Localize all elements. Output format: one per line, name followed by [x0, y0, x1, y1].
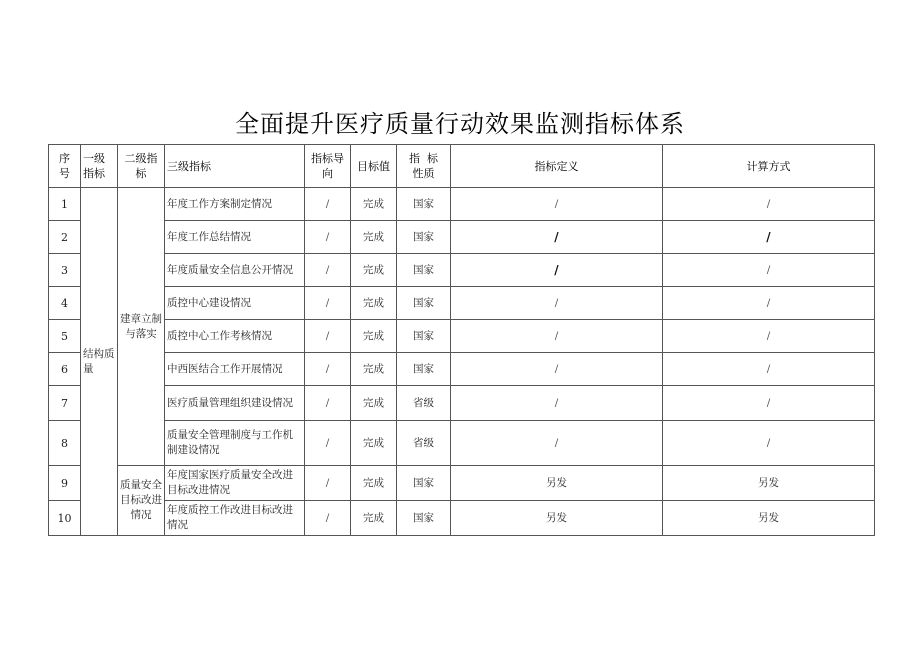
level2-cell: 质量安全 目标改进 情况	[118, 466, 165, 536]
row-target: 完成	[351, 287, 397, 320]
row-target: 完成	[351, 320, 397, 353]
row-nature: 国家	[397, 466, 451, 501]
row-direction: /	[305, 501, 351, 536]
row-calc: 另发	[663, 501, 875, 536]
row-target: 完成	[351, 353, 397, 386]
table-row	[49, 466, 875, 501]
header-nature: 指 标 性质	[397, 145, 451, 188]
row-direction: /	[305, 254, 351, 287]
indicator-table	[48, 144, 875, 536]
header-level2: 二级指 标	[118, 145, 165, 188]
row-target: 完成	[351, 386, 397, 421]
row-seq: 7	[49, 386, 81, 421]
header-seq: 序 号	[49, 145, 81, 188]
row-seq: 4	[49, 287, 81, 320]
row-definition: /	[451, 287, 663, 320]
table-row	[49, 221, 875, 254]
row-calc: /	[663, 353, 875, 386]
row-seq: 1	[49, 188, 81, 221]
row-definition: /	[451, 353, 663, 386]
row-calc: /	[663, 254, 875, 287]
row-nature: 国家	[397, 320, 451, 353]
row-definition: /	[451, 421, 663, 466]
row-nature: 国家	[397, 188, 451, 221]
row-direction: /	[305, 353, 351, 386]
row-seq: 2	[49, 221, 81, 254]
row-indicator: 年度工作总结情况	[165, 221, 305, 254]
row-definition: /	[451, 254, 663, 287]
header-calc: 计算方式	[663, 145, 875, 188]
table-header-row	[49, 145, 875, 188]
row-indicator: 质控中心工作考核情况	[165, 320, 305, 353]
row-definition: 另发	[451, 501, 663, 536]
header-level1: 一级 指标	[81, 145, 118, 188]
row-nature: 省级	[397, 421, 451, 466]
header-level3: 三级指标	[165, 145, 305, 188]
row-indicator: 年度质控工作改进目标改进情况	[165, 501, 305, 536]
row-definition: /	[451, 320, 663, 353]
row-target: 完成	[351, 188, 397, 221]
table-row	[49, 254, 875, 287]
table-row	[49, 287, 875, 320]
row-seq: 8	[49, 421, 81, 466]
row-target: 完成	[351, 501, 397, 536]
row-calc: /	[663, 188, 875, 221]
row-nature: 省级	[397, 386, 451, 421]
page-title: 全面提升医疗质量行动效果监测指标体系	[235, 110, 685, 138]
row-direction: /	[305, 320, 351, 353]
row-target: 完成	[351, 221, 397, 254]
row-target: 完成	[351, 254, 397, 287]
row-seq: 3	[49, 254, 81, 287]
row-seq: 6	[49, 353, 81, 386]
row-calc: /	[663, 287, 875, 320]
level1-cell: 结构质 量	[81, 188, 118, 536]
row-indicator: 年度质量安全信息公开情况	[165, 254, 305, 287]
row-nature: 国家	[397, 221, 451, 254]
row-indicator: 中西医结合工作开展情况	[165, 353, 305, 386]
row-definition: /	[451, 386, 663, 421]
row-nature: 国家	[397, 353, 451, 386]
table-row	[49, 353, 875, 386]
row-calc: /	[663, 421, 875, 466]
row-indicator: 医疗质量管理组织建设情况	[165, 386, 305, 421]
row-direction: /	[305, 386, 351, 421]
row-calc: /	[663, 221, 875, 254]
table-row	[49, 386, 875, 421]
row-nature: 国家	[397, 254, 451, 287]
row-definition: /	[451, 221, 663, 254]
row-calc: /	[663, 386, 875, 421]
row-nature: 国家	[397, 287, 451, 320]
row-direction: /	[305, 421, 351, 466]
row-calc: /	[663, 320, 875, 353]
row-target: 完成	[351, 466, 397, 501]
row-target: 完成	[351, 421, 397, 466]
header-target: 目标值	[351, 145, 397, 188]
row-direction: /	[305, 287, 351, 320]
level2-cell: 建章立制 与落实	[118, 188, 165, 466]
row-indicator: 质量安全管理制度与工作机制建设情况	[165, 421, 305, 466]
row-direction: /	[305, 221, 351, 254]
row-direction: /	[305, 466, 351, 501]
table-row	[49, 501, 875, 536]
table-row	[49, 320, 875, 353]
header-direction: 指标导 向	[305, 145, 351, 188]
table-row	[49, 421, 875, 466]
header-definition: 指标定义	[451, 145, 663, 188]
row-nature: 国家	[397, 501, 451, 536]
row-definition: /	[451, 188, 663, 221]
row-indicator: 年度工作方案制定情况	[165, 188, 305, 221]
row-seq: 5	[49, 320, 81, 353]
row-definition: 另发	[451, 466, 663, 501]
row-indicator: 质控中心建设情况	[165, 287, 305, 320]
row-calc: 另发	[663, 466, 875, 501]
table-row	[49, 188, 875, 221]
row-direction: /	[305, 188, 351, 221]
row-seq: 10	[49, 501, 81, 536]
row-indicator: 年度国家医疗质量安全改进目标改进情况	[165, 466, 305, 501]
row-seq: 9	[49, 466, 81, 501]
